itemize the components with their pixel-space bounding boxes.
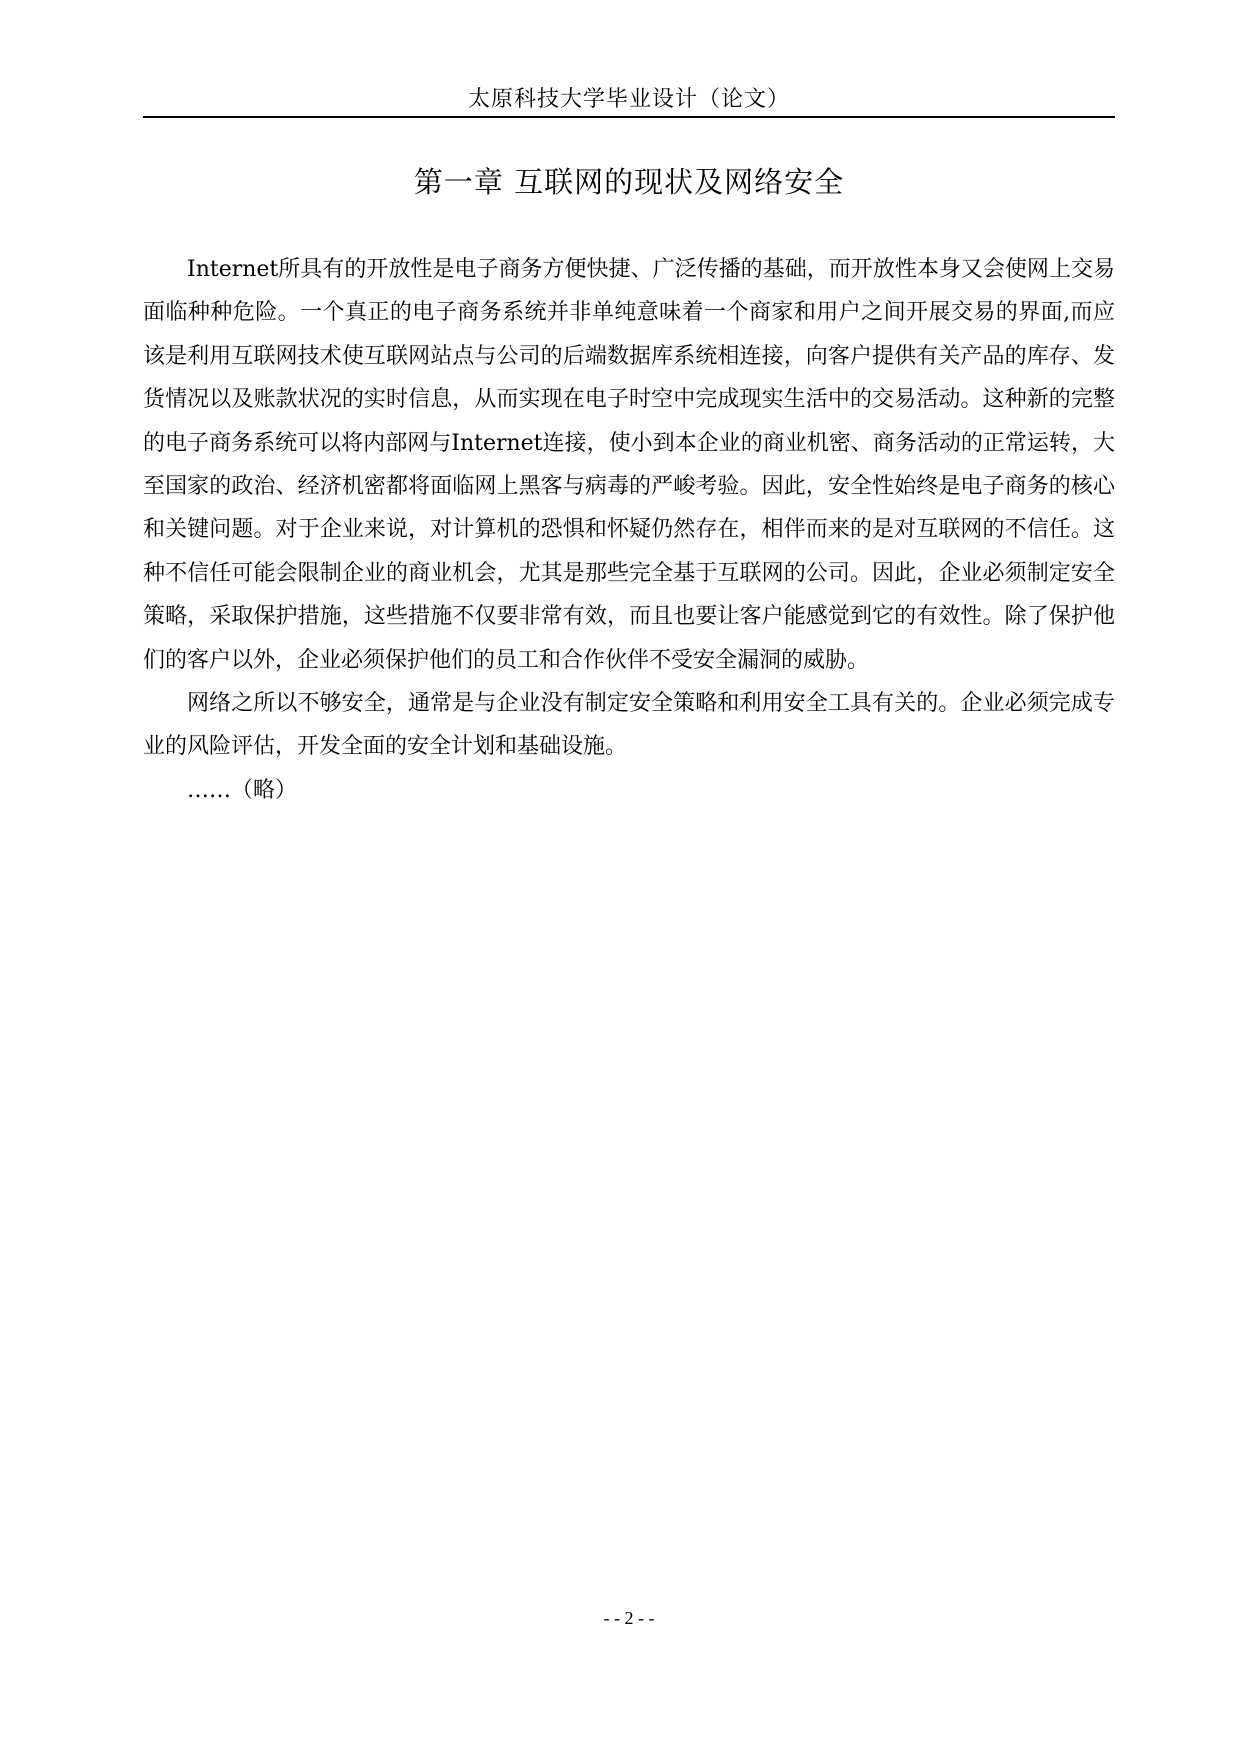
paragraph-3: ……（略）	[187, 777, 298, 803]
page-number: - - 2 - -	[603, 1608, 655, 1628]
paragraph-1: Internet所具有的开放性是电子商务方便快捷、广泛传播的基础，而开放性本身又会使网上交易面临种种危险。一个真正的电子商务系统并非单纯意味着一个商家和用户之间开展交易的界面,而应该是利用互联网技术使互联网站点与公司的后端数据库系统相连接，向客户提供有关产品的库存、发货情况以及账款状况的实时信息，从而实现在电子时空中完成现实生活中的交易活动。这种新的完整的电子商务系统可以将内部网与Internet连接，使小到本企业的商业机密、商务活动的正常运转，大至国家的政治、经济机密都将面临网上黑客与病毒的严峻考验。因此，安全性始终是电子商务的核心和关键问题。对于企业来说，对计算机的恐惧和怀疑仍然存在，相伴而来的是对互联网的不信任。这种不信任可能会限制企业的商业机会，尤其是那些完全基于互联网的公司。因此，企业必须制定安全策略，采取保护措施，这些措施不仅要非常有效，而且也要让客户能感觉到它的有效性。除了保护他们的客户以外，企业必须保护他们的员工和合作伙伴不受安全漏洞的威胁。	[143, 257, 1115, 673]
page-header: 太原科技大学毕业设计（论文）	[467, 87, 790, 112]
header-rule	[143, 116, 1115, 118]
chapter-title: 第一章 互联网的现状及网络安全	[413, 165, 845, 199]
body-text	[143, 248, 1115, 812]
paragraph-2: 网络之所以不够安全，通常是与企业没有制定安全策略和利用安全工具有关的。企业必须完成专业的风险评估，开发全面的安全计划和基础设施。	[143, 691, 1115, 760]
